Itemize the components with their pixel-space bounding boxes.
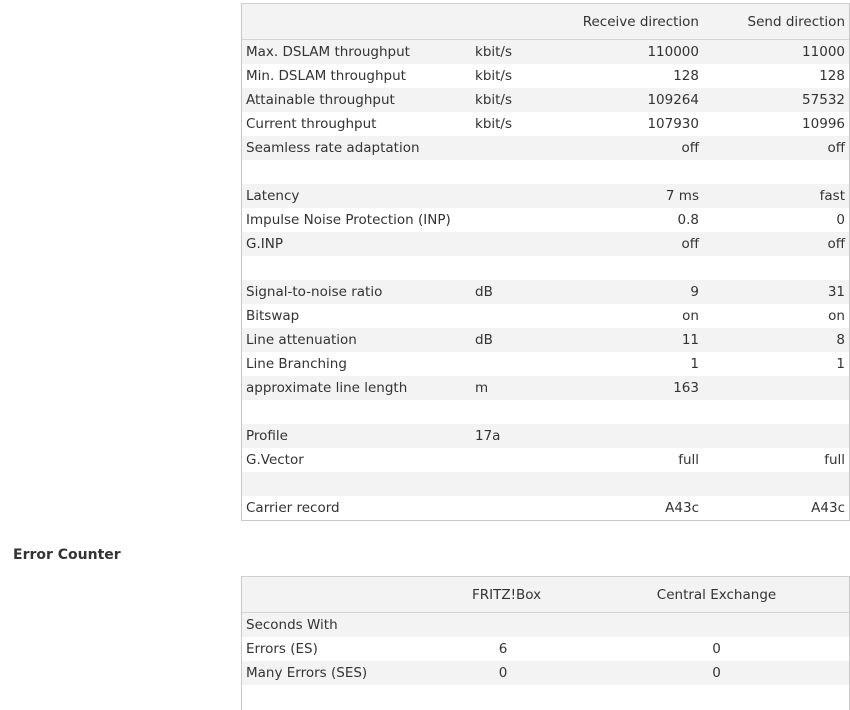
row-send-value: 1 <box>836 356 845 372</box>
row-label: Seamless rate adaptation <box>246 140 420 156</box>
table-row <box>242 472 849 496</box>
header-fritzbox: FRITZ!Box <box>472 587 542 603</box>
table-row <box>242 637 849 661</box>
table-row <box>242 256 849 280</box>
table-row <box>242 424 849 448</box>
row-label: Many Errors (SES) <box>246 665 368 681</box>
row-label: Line Branching <box>246 356 347 372</box>
row-send-value: off <box>827 140 845 156</box>
table-row <box>242 280 849 304</box>
row-receive-value: 128 <box>673 68 699 84</box>
row-unit: kbit/s <box>475 116 513 132</box>
row-receive-value: 9 <box>690 284 699 300</box>
row-send-value: 128 <box>819 68 845 84</box>
table-row <box>242 208 849 232</box>
table-row <box>242 112 849 136</box>
row-receive-value: 7 ms <box>665 188 699 204</box>
row-receive-value: A43c <box>665 500 699 516</box>
row-label: G.INP <box>246 236 283 252</box>
table-row <box>242 64 849 88</box>
row-label: Line attenuation <box>246 332 357 348</box>
row-send-value: 11000 <box>802 44 845 60</box>
table-row <box>242 661 849 685</box>
row-label: approximate line length <box>246 380 408 396</box>
row-send-value: full <box>824 452 845 468</box>
row-receive-value: 163 <box>673 380 699 396</box>
error-counter-header <box>242 577 849 613</box>
row-fritzbox-value: 6 <box>498 641 508 657</box>
row-receive-value: off <box>681 140 699 156</box>
table-row <box>242 184 849 208</box>
row-label: Bitswap <box>246 308 300 324</box>
table-row <box>242 352 849 376</box>
row-send-value: on <box>828 308 845 324</box>
table-row <box>242 376 849 400</box>
row-unit: dB <box>475 284 493 300</box>
row-label: Max. DSLAM throughput <box>246 44 410 60</box>
row-label: Attainable throughput <box>246 92 395 108</box>
table-row <box>242 328 849 352</box>
header-receive-direction: Receive direction <box>582 14 699 30</box>
row-label: Profile <box>246 428 288 444</box>
row-label: Signal-to-noise ratio <box>246 284 383 300</box>
table-row <box>242 40 849 64</box>
row-unit: 17a <box>475 428 501 444</box>
table-row <box>242 304 849 328</box>
row-receive-value: 11 <box>681 332 699 348</box>
table-row <box>242 400 849 424</box>
table-row <box>242 88 849 112</box>
table-row <box>242 136 849 160</box>
table-row <box>242 613 849 637</box>
row-label: Impulse Noise Protection (INP) <box>246 212 451 228</box>
error-counter-title: Error Counter <box>13 547 121 563</box>
row-unit: kbit/s <box>475 92 513 108</box>
row-send-value: off <box>827 236 845 252</box>
row-receive-value: 1 <box>690 356 699 372</box>
row-receive-value: 110000 <box>647 44 699 60</box>
row-label: Min. DSLAM throughput <box>246 68 406 84</box>
row-send-value: 10996 <box>802 116 845 132</box>
row-receive-value: full <box>678 452 699 468</box>
row-label: Carrier record <box>246 500 340 516</box>
row-unit: kbit/s <box>475 44 513 60</box>
row-unit: m <box>475 380 489 396</box>
header-central-exchange: Central Exchange <box>656 587 777 603</box>
row-send-value: A43c <box>811 500 845 516</box>
row-unit: dB <box>475 332 493 348</box>
line-stats-table <box>241 3 850 521</box>
row-central-value: 0 <box>712 665 721 681</box>
row-receive-value: off <box>681 236 699 252</box>
row-label: Errors (ES) <box>246 641 318 657</box>
row-send-value: 57532 <box>802 92 845 108</box>
table-row <box>242 160 849 184</box>
error-counter-rows <box>242 613 849 709</box>
row-fritzbox-value: 0 <box>498 665 508 681</box>
row-unit: kbit/s <box>475 68 513 84</box>
row-send-value: fast <box>819 188 845 204</box>
row-receive-value: on <box>682 308 699 324</box>
table-row <box>242 496 849 520</box>
line-stats-rows <box>242 40 849 520</box>
table-row <box>242 448 849 472</box>
row-label: Seconds With <box>246 617 338 633</box>
row-central-value: 0 <box>712 641 721 657</box>
header-send-direction: Send direction <box>747 14 845 30</box>
line-stats-header <box>242 4 849 40</box>
error-counter-table <box>241 576 850 710</box>
row-receive-value: 0.8 <box>677 212 699 228</box>
table-row <box>242 685 849 709</box>
row-receive-value: 107930 <box>647 116 699 132</box>
row-send-value: 8 <box>836 332 845 348</box>
row-receive-value: 109264 <box>647 92 699 108</box>
row-label: Current throughput <box>246 116 377 132</box>
row-send-value: 0 <box>836 212 845 228</box>
table-row <box>242 232 849 256</box>
row-label: G.Vector <box>246 452 304 468</box>
row-label: Latency <box>246 188 300 204</box>
row-send-value: 31 <box>827 284 845 300</box>
